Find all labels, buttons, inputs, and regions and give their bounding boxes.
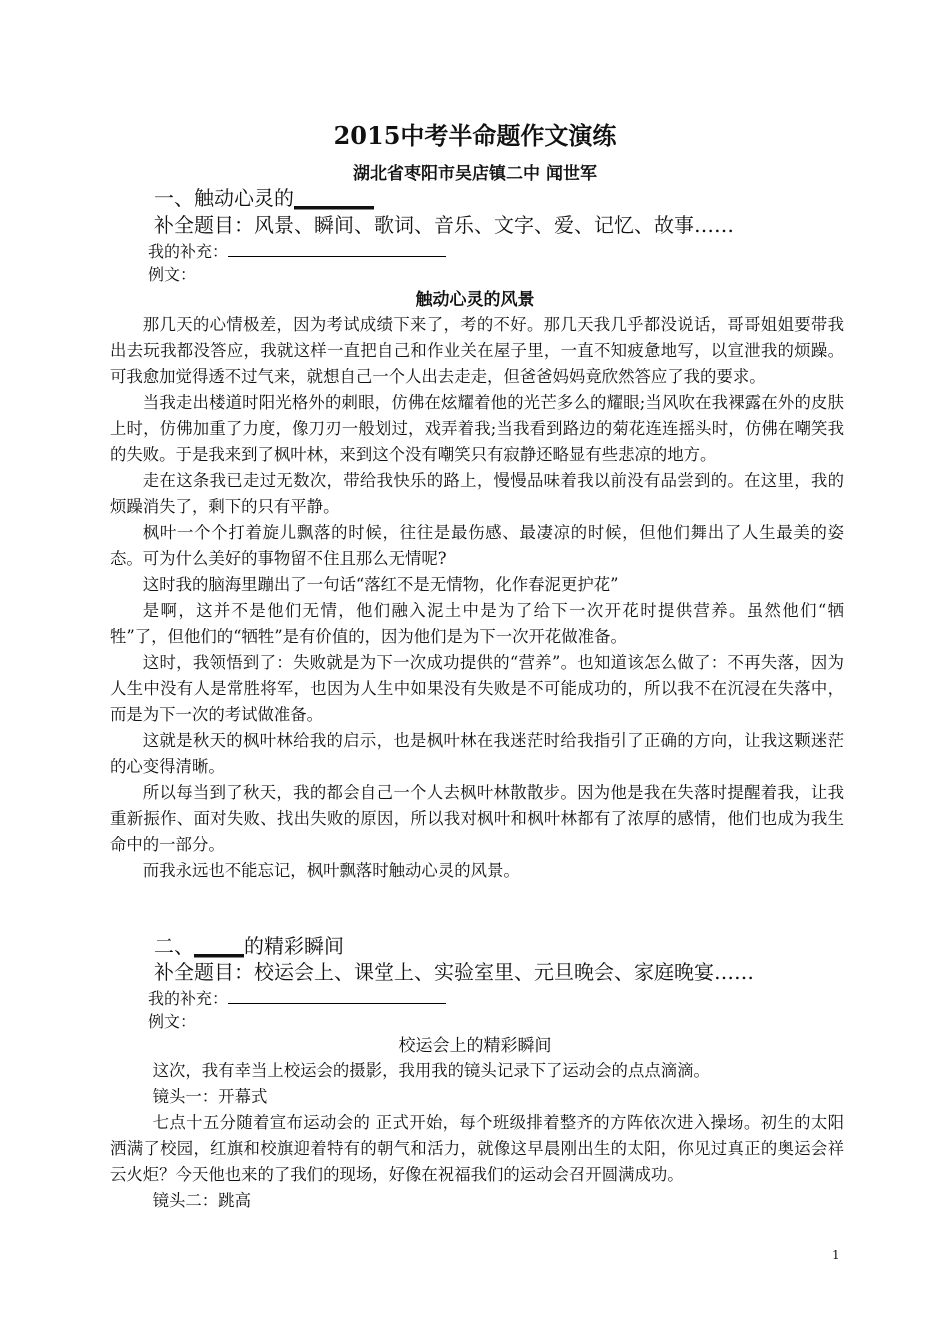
section1-heading-prefix: 一、触动心灵的 (154, 186, 294, 210)
section2-essay-title: 校运会上的精彩瞬间 (398, 1036, 552, 1056)
paragraph: 而我永远也不能忘记，枫叶飘落时触动心灵的风景。 (142, 861, 520, 880)
section2-example-label: 例文： (148, 1012, 197, 1031)
paragraph: 那几天的心情极差，因为考试成绩下来了，考的不好。那几天我几乎都没说话，哥哥姐姐要带我出去玩我都没答应，我就这样一直把自己和作业关在屋子里，一直不知疲惫地写，以宣泄我的烦躁。可我愈加觉得透不过气来，就想自己一个人出去走走，但爸爸妈妈竟欣然答应了我的要求。 (110, 315, 844, 386)
paragraph: 是啊，这并不是他们无情，他们融入泥土中是为了给下一次开花时提供营养。虽然他们“牺牲”了，但他们的“牺牲”是有价值的，因为他们是为下一次开花做准备。 (110, 601, 844, 646)
section1-fill-line (228, 240, 446, 257)
section1-heading (154, 186, 374, 210)
section1-essay-title: 触动心灵的风景 (415, 290, 535, 310)
section2-my-addition-label: 我的补充： (148, 989, 229, 1008)
paragraph: 这时我的脑海里蹦出了一句话“落红不是无情物，化作春泥更护花” (142, 575, 619, 594)
section2-heading-suffix: 的精彩瞬间 (244, 934, 344, 958)
section1-topics: 补全题目：风景、瞬间、歌词、音乐、文字、爱、记忆、故事…… (154, 213, 734, 237)
paragraph: 当我走出楼道时阳光格外的刺眼，仿佛在炫耀着他的光芒多么的耀眼;当风吹在我裸露在外的皮肤上时，仿佛加重了力度，像刀刃一般划过，戏弄着我;当我看到路边的菊花连连摇头时，仿佛在嘲笑我的失败。于是我来到了枫叶林，来到这个没有嘲笑只有寂静还略显有些悲凉的地方。 (110, 393, 844, 464)
paragraph: 这次，我有幸当上校运会的摄影，我用我的镜头记录下了运动会的点点滴滴。 (152, 1061, 710, 1080)
paragraph: 七点十五分随着宣布运动会的 正式开始，每个班级排着整齐的方阵依次进入操场。初生的太阳洒满了校园，红旗和校旗迎着特有的朝气和活力，就像这早晨刚出生的太阳，你见过真正的奥运会祥云火炬？今天他也来的了我们的现场，好像在祝福我们的运动会召开圆满成功。 (110, 1113, 844, 1184)
paragraph: 镜头一：开幕式 (152, 1087, 268, 1106)
section2-my-addition (148, 987, 446, 1009)
section1-my-addition-label: 我的补充： (148, 242, 229, 261)
page-title: 2015中考半命题作文演练 (333, 121, 617, 150)
section1-example-label: 例文： (148, 265, 197, 284)
paragraph: 所以每当到了秋天，我的都会自己一个人去枫叶林散散步。因为他是我在失落时提醒着我，让我重新振作、面对失败、找出失败的原因，所以我对枫叶和枫叶林都有了浓厚的感情，他们也成为我生命中的一部分。 (110, 783, 844, 854)
section2-heading-prefix: 二、 (154, 934, 194, 958)
section1-essay-body (110, 312, 844, 884)
section2-heading-blank: _____ (194, 934, 244, 958)
section2-topics: 补全题目：校运会上、课堂上、实验室里、元旦晚会、家庭晚宴…… (154, 960, 754, 984)
section2-essay-body (110, 1058, 844, 1214)
paragraph: 走在这条我已走过无数次，带给我快乐的路上，慢慢品味着我以前没有品尝到的。在这里，我的烦躁消失了，剩下的只有平静。 (110, 471, 844, 516)
section2-heading (154, 934, 344, 958)
paragraph: 这就是秋天的枫叶林给我的启示，也是枫叶林在我迷茫时给我指引了正确的方向，让我这颗迷茫的心变得清晰。 (110, 731, 844, 776)
author-line: 湖北省枣阳市吴店镇二中 闻世军 (353, 164, 597, 184)
paragraph: 镜头二：跳高 (152, 1191, 251, 1210)
section1-heading-blank: ________ (294, 186, 374, 210)
page-number: 1 (832, 1248, 840, 1262)
section2-fill-line (228, 987, 446, 1004)
section1-my-addition (148, 240, 446, 262)
paragraph: 枫叶一个个打着旋儿飘落的时候，往往是最伤感、最凄凉的时候，但他们舞出了人生最美的姿态。可为什么美好的事物留不住且那么无情呢? (110, 523, 844, 568)
paragraph: 这时，我领悟到了：失败就是为下一次成功提供的“营养”。也知道该怎么做了：不再失落，因为人生中没有人是常胜将军，也因为人生中如果没有失败是不可能成功的，所以我不在沉浸在失落中，而是为下一次的考试做准备。 (110, 653, 844, 724)
